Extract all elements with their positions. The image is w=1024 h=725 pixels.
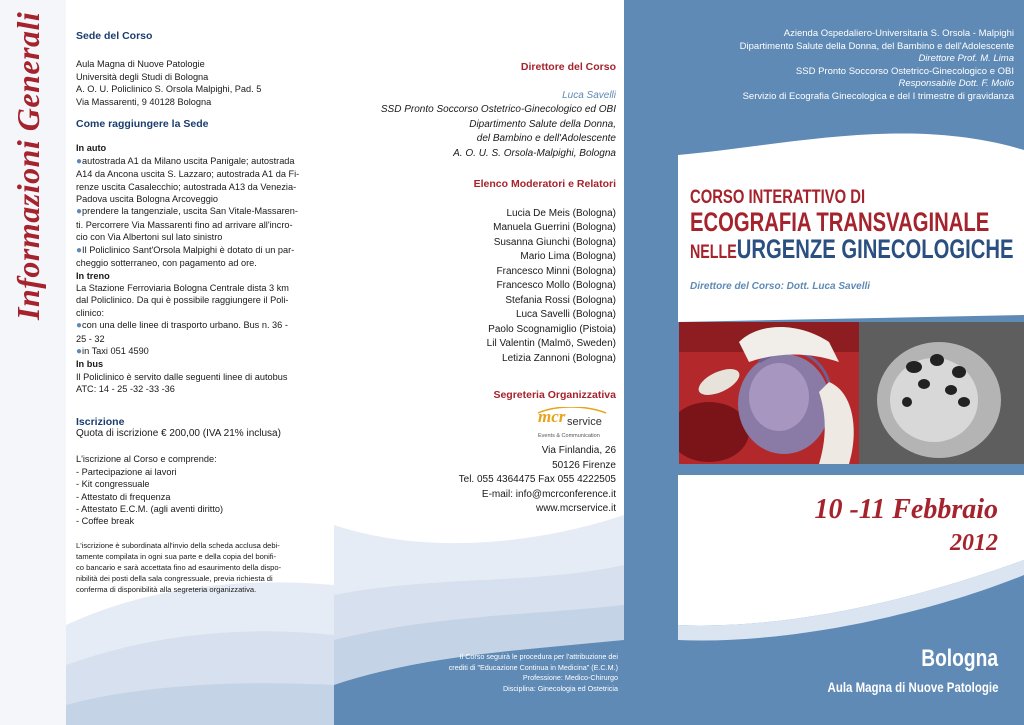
direttore-line: del Bambino e dell'Adolescente [476, 133, 616, 144]
logo-service: service [567, 415, 602, 428]
event-venue: Aula Magna di Nuove Patologie [827, 679, 998, 695]
course-title [690, 188, 1020, 263]
comprende-item: - Coffee break [76, 516, 135, 527]
relatore-item: Mario Lima (Bologna) [520, 251, 616, 262]
contact-line: 50126 Firenze [552, 459, 616, 471]
note-line: co bancario e sarà accettata fino ad esaurimento della dispo- [76, 562, 282, 572]
ecm-note [380, 652, 618, 694]
auto-line: renze uscita Casalecchio; autostrada A13 da Venezia- [76, 181, 297, 192]
auto-heading: In auto [76, 143, 107, 154]
vertical-title: Informazioni Generali [10, 11, 46, 320]
comprende-item: - Attestato di frequenza [76, 491, 171, 502]
direttore-line: SSD Pronto Soccorso Ostetrico-Ginecologico ed OBI [380, 104, 616, 115]
header-line: Azienda Ospedaliero-Universitaria S. Orsola - Malpighi [783, 28, 1014, 39]
sede-line: A. O. U. Policlinico S. Orsola Malpighi, Pad. 5 [76, 84, 262, 95]
bullet-icon: ● [76, 320, 83, 332]
treno-line: 25 - 32 [76, 333, 105, 344]
event-days: 10 -11 Febbraio [814, 494, 998, 525]
mcr-logo [536, 407, 616, 437]
title-line-1: CORSO INTERATTIVO DI [690, 187, 866, 208]
auto-line: Padova uscita Bologna Arcoveggio [76, 194, 218, 205]
comprende-intro: L'iscrizione al Corso e comprende: [76, 454, 217, 465]
treno-line: La Stazione Ferroviaria Bologna Centrale dista 3 km [76, 282, 289, 293]
direttore-line: Dipartimento Salute della Donna, [469, 118, 616, 130]
iscrizione-heading: Iscrizione [76, 415, 125, 428]
bus-heading: In bus [76, 359, 104, 370]
event-city: Bologna [921, 645, 998, 672]
raggiungere-heading: Come raggiungere la Sede [76, 118, 209, 131]
treno-heading: In treno [76, 270, 110, 281]
direttore-name: Luca Savelli [562, 89, 616, 101]
ecm-line: crediti di "Educazione Continua in Medicina" (E.C.M.) [448, 662, 618, 672]
bullet-icon: ● [76, 244, 83, 256]
header-line: SSD Pronto Soccorso Ostetrico-Ginecologico e OBI [795, 65, 1014, 77]
header-line: Dipartimento Salute della Donna, del Bambino e dell'Adolescente [739, 40, 1014, 52]
institution-header [624, 28, 1014, 104]
event-year: 2012 [950, 530, 998, 556]
ecm-line: Professione: Medico-Chirurgo [522, 673, 618, 682]
note-line: conferma di disponibilità alla segreteria organizzativa. [76, 584, 257, 594]
sede-line: Università degli Studi di Bologna [76, 71, 209, 82]
treno-line: con una delle linee di trasporto urbano. Bus n. 36 - [82, 320, 288, 331]
header-line: Direttore Prof. M. Lima [918, 53, 1014, 65]
note-line: tamente compilata in ogni sua parte e della copia del bonifi- [76, 551, 277, 561]
contact-email: E-mail: info@mcrconference.it [481, 488, 616, 500]
sede-heading: Sede del Corso [76, 30, 153, 42]
ecm-line: Il Corso seguirà le procedura per l'attribuzione dei [459, 652, 618, 661]
relatore-item: Lucia De Meis (Bologna) [506, 207, 616, 219]
relatore-item: Susanna Giunchi (Bologna) [493, 236, 616, 248]
auto-line: cheggio sotterraneo, con pagamento ad ore. [76, 258, 257, 269]
auto-line: cio con Via Albertoni sul lato sinistro [76, 232, 223, 243]
bullet-icon: ● [76, 345, 83, 357]
relatore-item: Stefania Rossi (Bologna) [505, 294, 616, 306]
segreteria-heading: Segreteria Organizzativa [493, 389, 616, 401]
contact-line: Tel. 055 4364475 Fax 055 4222505 [458, 474, 616, 485]
comprende-item: - Kit congressuale [76, 479, 150, 490]
relatori-heading: Elenco Moderatori e Relatori [473, 178, 616, 190]
treno-line: in Taxi 051 4590 [82, 345, 149, 356]
relatore-item: Francesco Mollo (Bologna) [496, 280, 616, 291]
surgery-photo [679, 322, 859, 464]
auto-line: A14 da Ancona uscita S. Lazzaro; autostrada A1 da Fi- [76, 169, 300, 180]
auto-line: ti. Percorrere Via Massarenti fino ad arrivare all'incro- [76, 219, 293, 230]
relatore-item: Francesco Minni (Bologna) [496, 265, 616, 277]
logo-mcr: mcr [538, 406, 566, 426]
direttore-line: A. O. U. S. Orsola-Malpighi, Bologna [453, 147, 616, 159]
contact-website: www.mcrservice.it [535, 503, 616, 514]
info-panel [0, 0, 334, 725]
note-line: nibilità dei posti della sala congressuale, previa richiesta di [76, 573, 273, 583]
header-line: Servizio di Ecografia Ginecologica e del I trimestre di gravidanza [742, 90, 1014, 102]
bus-line: Il Policlinico è servito dalle seguenti linee di autobus [76, 371, 288, 382]
header-line: Responsabile Dott. F. Mollo [898, 78, 1014, 90]
title-line-3-large: URGENZE GINECOLOGICHE [736, 234, 1014, 264]
title-line-2: ECOGRAFIA TRANSVAGINALE [690, 207, 990, 237]
sede-line: Aula Magna di Nuove Patologie [76, 59, 205, 70]
bullet-icon: ● [76, 155, 83, 167]
cover-panel [624, 0, 1024, 725]
comprende-item: - Partecipazione ai lavori [76, 466, 177, 477]
sede-line: Via Massarenti, 9 40128 Bologna [76, 96, 212, 107]
auto-line: prendere la tangenziale, uscita San Vitale-Massaren- [82, 206, 298, 217]
title-line-3-small: NELLE [690, 242, 737, 263]
quota-text: Quota di iscrizione € 200,00 (IVA 21% inclusa) [76, 427, 281, 439]
faculty-panel [334, 0, 624, 725]
comprende-item: - Attestato E.C.M. (agli aventi diritto) [76, 504, 224, 514]
logo-tagline: Events & Communication [538, 432, 600, 439]
relatore-item: Manuela Guerrini (Bologna) [493, 222, 616, 233]
direttore-heading: Direttore del Corso [520, 61, 616, 73]
bus-line: ATC: 14 - 25 -32 -33 -36 [76, 384, 175, 395]
treno-line: dal Policlinico. Da qui è possibile raggiungere il Poli- [76, 295, 289, 306]
ultrasound-image [859, 322, 1024, 464]
contact-line: Via Finlandia, 26 [541, 445, 616, 456]
bullet-icon: ● [76, 206, 83, 218]
auto-line: autostrada A1 da Milano uscita Panigale; autostrada [82, 155, 295, 166]
note-line: L'iscrizione è subordinata all'invio della scheda acclusa debi- [76, 540, 280, 550]
relatore-item: Lil Valentin (Malmö, Sweden) [486, 338, 616, 349]
relatore-item: Letizia Zannoni (Bologna) [502, 352, 616, 364]
relatore-item: Paolo Scognamiglio (Pistoia) [488, 323, 616, 335]
treno-line: clinico: [76, 307, 105, 318]
relatore-item: Luca Savelli (Bologna) [515, 309, 616, 320]
auto-line: Il Policlinico Sant'Orsola Malpighi è dotato di un par- [82, 244, 295, 255]
ecm-line: Disciplina: Ginecologia ed Ostetricia [502, 683, 618, 693]
cover-director: Direttore del Corso: Dott. Luca Savelli [690, 281, 871, 292]
